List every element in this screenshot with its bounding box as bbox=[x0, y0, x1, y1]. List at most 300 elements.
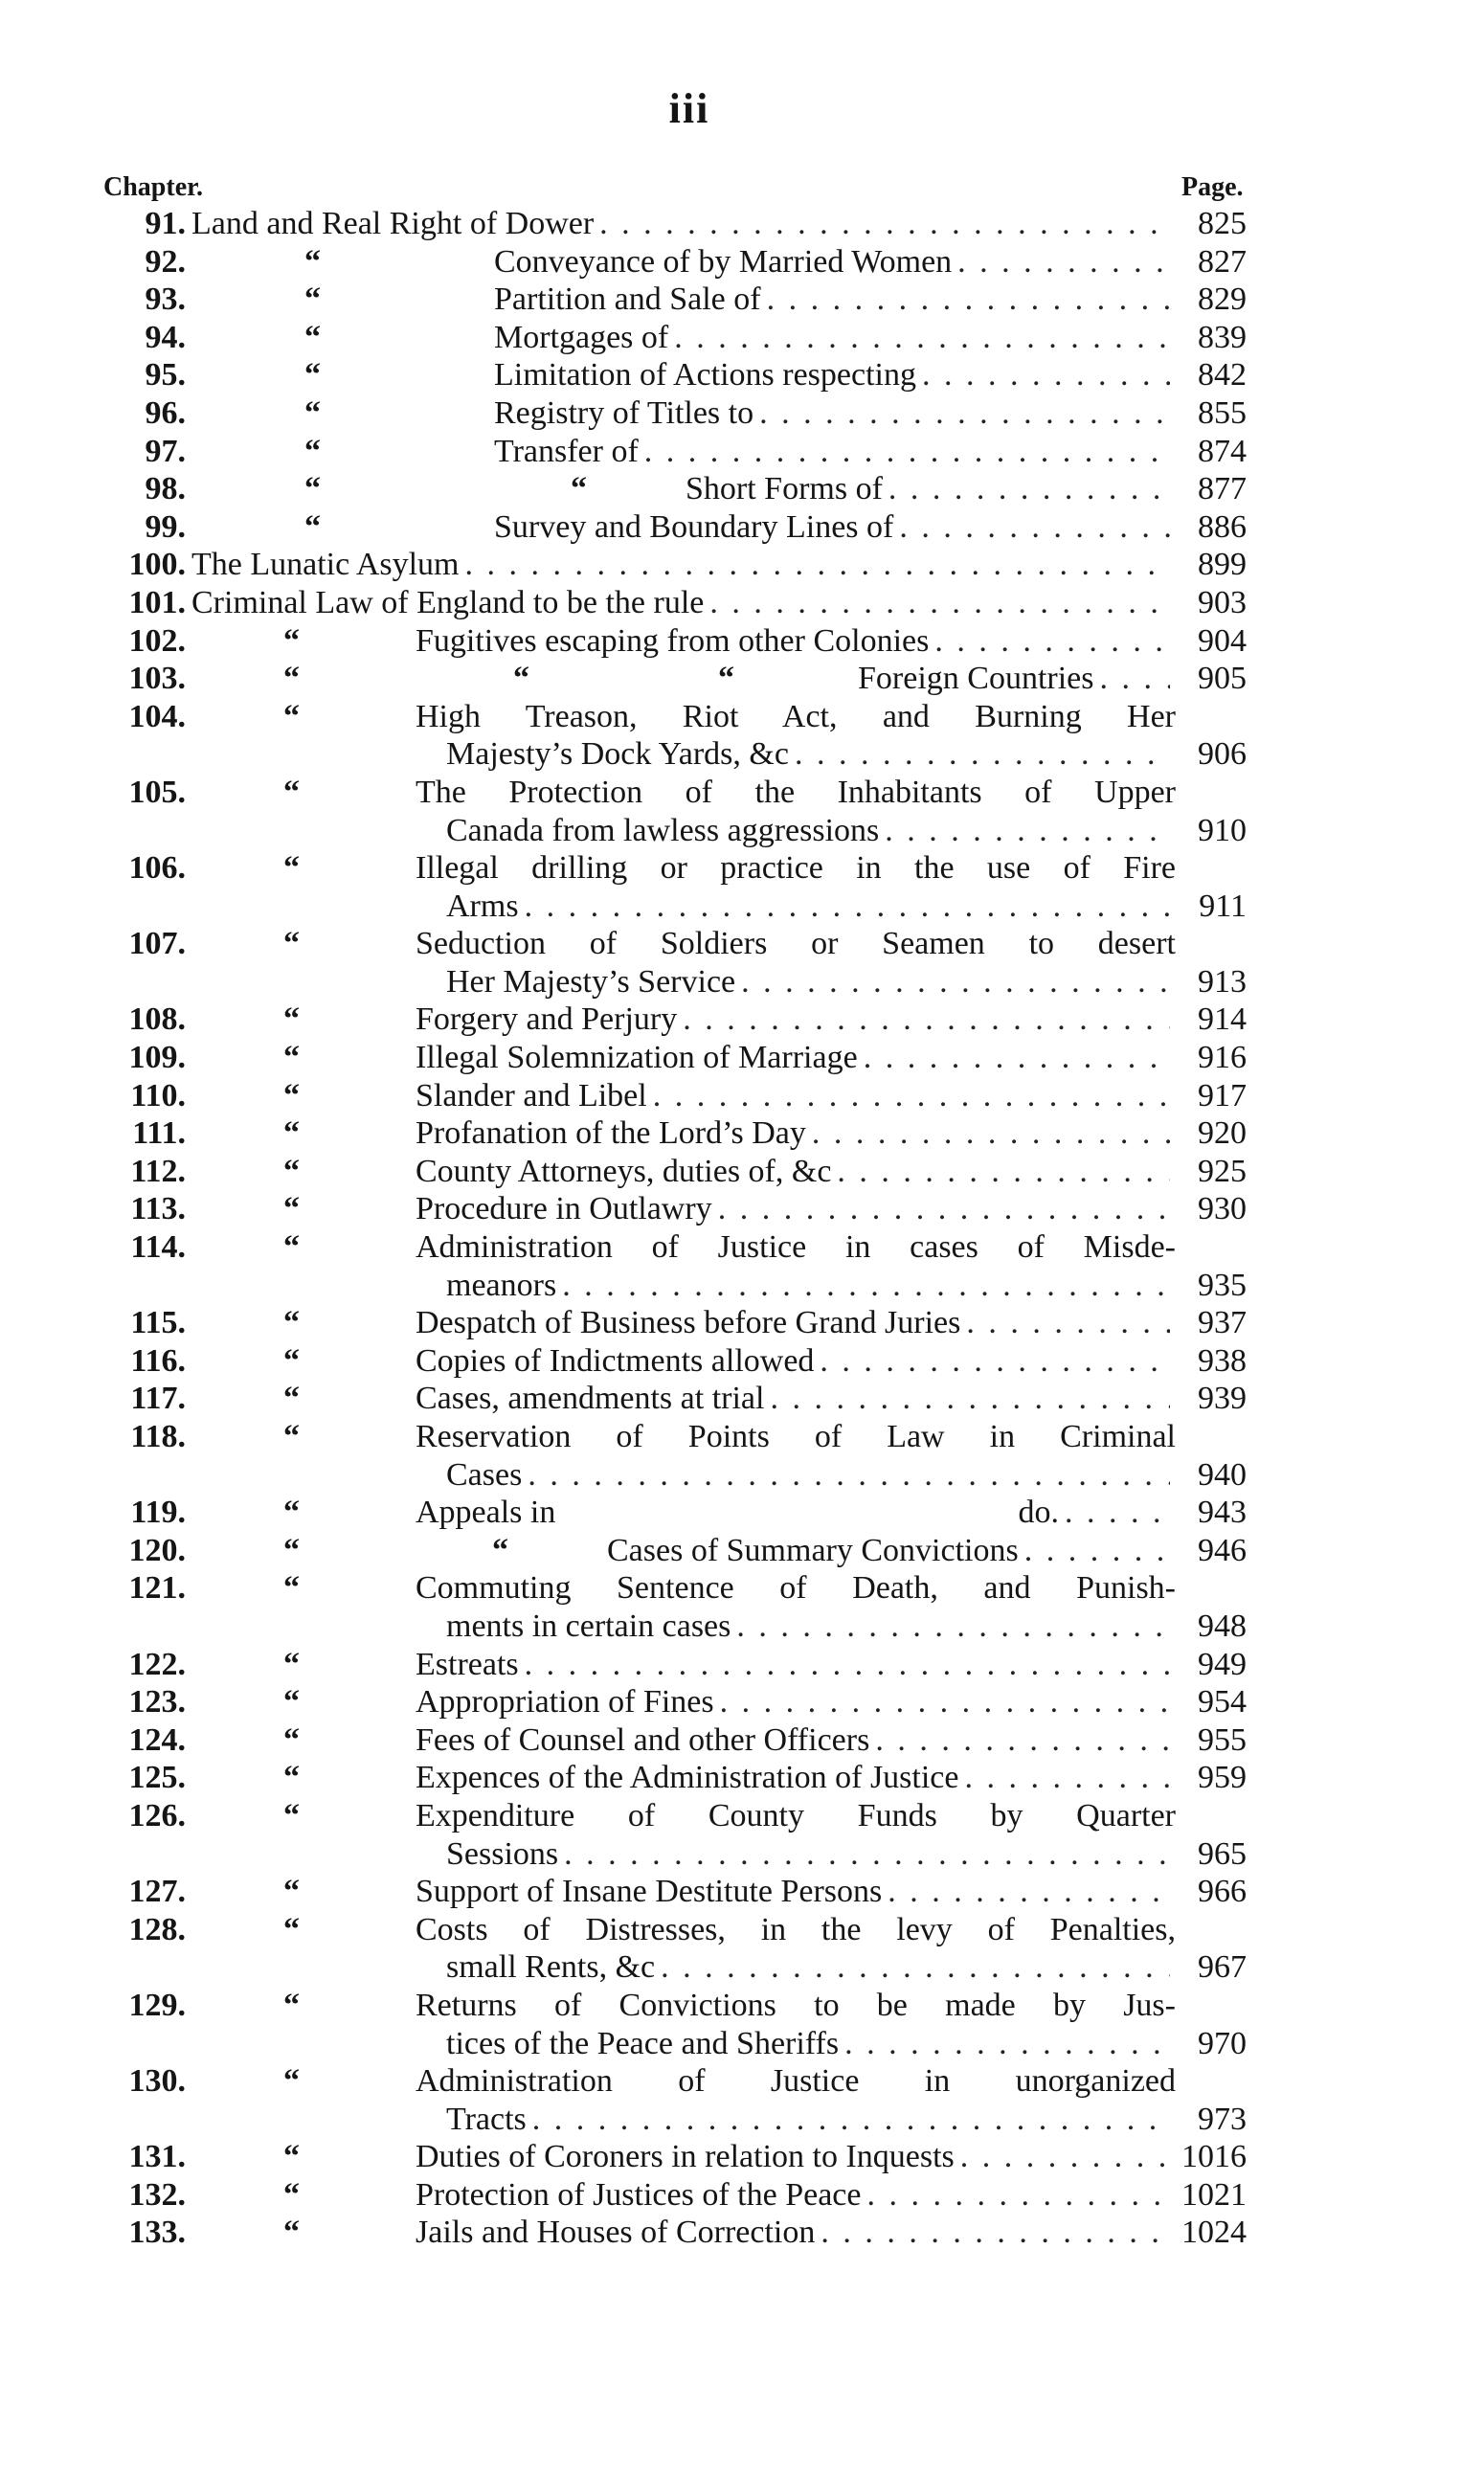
dot-leader bbox=[1024, 1532, 1170, 1570]
entry-title-line bbox=[494, 508, 1176, 547]
chapter-number: 97. bbox=[145, 433, 186, 469]
chapter-number: 126. bbox=[128, 1797, 186, 1833]
entry-title-text: Profanation of the Lord’s Day bbox=[416, 1115, 806, 1152]
dot-leader bbox=[653, 1077, 1170, 1115]
entry-title-line bbox=[191, 546, 1176, 584]
ditto-mark: “ bbox=[304, 281, 321, 318]
toc-entry bbox=[0, 1304, 1484, 1342]
page-number: 940 bbox=[1198, 1456, 1247, 1493]
chapter-number: 107. bbox=[128, 926, 186, 962]
entry-title-text: Foreign Countries bbox=[858, 661, 1094, 697]
ditto-mark: “ bbox=[283, 850, 300, 887]
page-number: 906 bbox=[1198, 736, 1247, 773]
dot-leader bbox=[661, 1948, 1170, 1987]
page-number: 943 bbox=[1198, 1495, 1247, 1531]
dot-leader bbox=[957, 243, 1170, 281]
page-column-header: Page. bbox=[1181, 172, 1244, 202]
entry-title-text: Fees of Counsel and other Officers bbox=[416, 1721, 870, 1758]
toc-entry bbox=[0, 1797, 1484, 1873]
chapter-number: 119. bbox=[130, 1495, 186, 1531]
toc-entry bbox=[0, 2138, 1484, 2176]
ditto-mark: “ bbox=[283, 1115, 300, 1152]
entry-title-text: Conveyance of by Married Women bbox=[494, 243, 953, 280]
chapter-number: 115. bbox=[130, 1305, 186, 1341]
page-number: 949 bbox=[1198, 1646, 1247, 1682]
dot-leader bbox=[934, 622, 1170, 661]
chapter-number: 106. bbox=[128, 850, 186, 887]
entry-title-line bbox=[494, 281, 1176, 319]
entry-title-line bbox=[494, 243, 1176, 281]
toc-entry bbox=[0, 281, 1484, 319]
entry-title-text: Land and Real Right of Dower bbox=[191, 206, 595, 241]
page-number: 955 bbox=[1198, 1721, 1247, 1758]
page-number: 825 bbox=[1198, 206, 1247, 241]
toc-entry bbox=[0, 1569, 1484, 1645]
dot-leader bbox=[821, 2214, 1170, 2252]
entry-title-text: Transfer of bbox=[494, 433, 639, 469]
chapter-number: 124. bbox=[128, 1721, 186, 1758]
chapter-number: 117. bbox=[130, 1381, 186, 1417]
entry-title-line bbox=[494, 433, 1176, 471]
chapter-number: 130. bbox=[128, 2063, 186, 2100]
entry-title-text: Her Majesty’s Service bbox=[446, 963, 736, 1000]
entry-title-text: Sessions bbox=[446, 1835, 559, 1872]
entry-title-text: Limitation of Actions respecting bbox=[494, 357, 916, 394]
entry-title-line-1: The Protection of the Inhabitants of Upper bbox=[416, 774, 1176, 810]
page-number: 855 bbox=[1198, 394, 1247, 431]
toc-entry bbox=[0, 1873, 1484, 1911]
dot-leader bbox=[525, 1646, 1170, 1684]
entry-title-line-2 bbox=[446, 735, 1176, 774]
entry-title-line-2 bbox=[446, 1835, 1176, 1874]
toc-entry bbox=[0, 849, 1484, 925]
entry-title-line bbox=[191, 584, 1176, 622]
ditto-mark: “ bbox=[283, 1797, 300, 1833]
toc-entry bbox=[0, 1228, 1484, 1304]
ditto-mark: “ bbox=[571, 471, 587, 507]
chapter-number: 121. bbox=[128, 1570, 186, 1607]
toc-entry bbox=[0, 1418, 1484, 1494]
dot-leader bbox=[885, 812, 1170, 850]
ditto-mark: “ bbox=[283, 1305, 300, 1341]
chapter-number: 125. bbox=[128, 1760, 186, 1796]
dot-leader bbox=[888, 470, 1170, 508]
chapter-number: 122. bbox=[128, 1646, 186, 1682]
toc-entry bbox=[0, 1380, 1484, 1418]
toc-entry bbox=[0, 433, 1484, 471]
entry-title-line bbox=[686, 470, 1176, 508]
ditto-mark: “ bbox=[304, 243, 321, 280]
entry-title-text: Majesty’s Dock Yards, &c bbox=[446, 736, 789, 773]
ditto-mark: “ bbox=[283, 2176, 300, 2213]
dot-leader bbox=[564, 1835, 1170, 1874]
dot-leader bbox=[599, 205, 1170, 243]
entry-title-line bbox=[494, 356, 1176, 394]
ditto-mark: “ bbox=[283, 2139, 300, 2175]
page-number: 917 bbox=[1198, 1077, 1247, 1113]
table-of-contents bbox=[0, 205, 1484, 2252]
page-number: 954 bbox=[1198, 1684, 1247, 1721]
dot-leader bbox=[770, 1380, 1170, 1418]
entry-title-text: Forgery and Perjury bbox=[416, 1001, 678, 1038]
chapter-number: 133. bbox=[128, 2215, 186, 2251]
ditto-mark: “ bbox=[283, 926, 300, 962]
page-folio: iii bbox=[668, 85, 710, 132]
chapter-number: 98. bbox=[145, 471, 186, 507]
entry-title-line bbox=[494, 319, 1176, 357]
ditto-mark: “ bbox=[718, 661, 734, 697]
entry-title-line bbox=[858, 660, 1176, 698]
entry-title-line bbox=[416, 1873, 1176, 1911]
chapter-number: 103. bbox=[128, 661, 186, 697]
chapter-number: 128. bbox=[128, 1911, 186, 1947]
entry-title-line-2 bbox=[446, 1948, 1176, 1987]
entry-title-text: County Attorneys, duties of, &c bbox=[416, 1153, 832, 1189]
ditto-mark: “ bbox=[283, 1077, 300, 1113]
page-number: 967 bbox=[1198, 1949, 1247, 1986]
ditto-mark: “ bbox=[283, 1760, 300, 1796]
entry-title-line bbox=[416, 1342, 1176, 1381]
chapter-number: 93. bbox=[145, 281, 186, 318]
toc-entry bbox=[0, 1039, 1484, 1077]
ditto-mark: “ bbox=[283, 661, 300, 697]
entry-title-line bbox=[416, 2176, 1176, 2215]
dot-leader bbox=[1065, 1494, 1170, 1532]
ditto-mark: “ bbox=[304, 471, 321, 507]
entry-title-line bbox=[416, 1646, 1176, 1684]
entry-title-text: Survey and Boundary Lines of bbox=[494, 508, 894, 545]
entry-title-line bbox=[607, 1532, 1176, 1570]
dot-leader bbox=[795, 735, 1170, 774]
toc-entry bbox=[0, 2176, 1484, 2215]
entry-title-line bbox=[416, 1494, 1176, 1532]
entry-title-line bbox=[416, 2214, 1176, 2252]
ditto-mark: “ bbox=[304, 433, 321, 469]
toc-entry bbox=[0, 1721, 1484, 1760]
entry-title-text: Illegal Solemnization of Marriage bbox=[416, 1040, 858, 1076]
dot-leader bbox=[709, 584, 1170, 622]
page-number: 948 bbox=[1198, 1608, 1247, 1644]
dot-leader bbox=[644, 433, 1170, 471]
entry-title-line-2 bbox=[446, 2101, 1176, 2139]
entry-title-line bbox=[416, 622, 1176, 661]
entry-title-text: Appeals in bbox=[416, 1495, 556, 1531]
page-number: 877 bbox=[1198, 471, 1247, 507]
page-number: 935 bbox=[1198, 1267, 1247, 1303]
ditto-mark: “ bbox=[283, 2215, 300, 2251]
toc-entry bbox=[0, 1646, 1484, 1684]
toc-entry bbox=[0, 1532, 1484, 1570]
chapter-number: 127. bbox=[128, 1874, 186, 1910]
chapter-number: 95. bbox=[145, 357, 186, 394]
ditto-mark: “ bbox=[513, 661, 529, 697]
ditto-mark: “ bbox=[283, 1001, 300, 1038]
page-number: 899 bbox=[1198, 547, 1247, 583]
chapter-number: 102. bbox=[128, 622, 186, 659]
entry-title-line bbox=[416, 1759, 1176, 1797]
entry-title-text: Cases, amendments at trial bbox=[416, 1381, 765, 1417]
page-number: 874 bbox=[1198, 433, 1247, 469]
page-number: 904 bbox=[1198, 622, 1247, 659]
entry-title-text: small Rents, &c bbox=[446, 1949, 656, 1986]
entry-title-text: Duties of Coroners in relation to Inquests bbox=[416, 2139, 955, 2175]
dot-leader bbox=[525, 888, 1170, 926]
page-number: 1024 bbox=[1181, 2215, 1247, 2251]
chapter-number: 113. bbox=[130, 1191, 186, 1227]
page-number: 916 bbox=[1198, 1040, 1247, 1076]
entry-title-line-2 bbox=[446, 1608, 1176, 1646]
entry-title-line-2 bbox=[446, 812, 1176, 850]
dot-leader bbox=[812, 1114, 1170, 1153]
ditto-mark: “ bbox=[283, 622, 300, 659]
entry-title-text: The Lunatic Asylum bbox=[191, 547, 460, 583]
chapter-number: 99. bbox=[145, 508, 186, 545]
dot-leader bbox=[844, 2025, 1170, 2063]
entry-title-line-1: Expenditure of County Funds by Quarter bbox=[416, 1797, 1176, 1833]
entry-title-line bbox=[494, 394, 1176, 433]
entry-title-text: Expences of the Administration of Justice bbox=[416, 1760, 959, 1796]
chapter-number: 108. bbox=[128, 1001, 186, 1038]
entry-title-line bbox=[191, 205, 1176, 243]
dot-leader bbox=[899, 508, 1170, 547]
entry-title-line bbox=[416, 1153, 1176, 1191]
toc-entry bbox=[0, 1001, 1484, 1039]
ditto-mark: “ bbox=[283, 1419, 300, 1454]
page-number: 938 bbox=[1198, 1342, 1247, 1379]
dot-leader bbox=[866, 2176, 1170, 2215]
toc-entry bbox=[0, 508, 1484, 547]
ditto-mark: “ bbox=[283, 1040, 300, 1076]
toc-entry bbox=[0, 925, 1484, 1001]
ditto-mark: “ bbox=[283, 698, 300, 734]
ditto-mark: “ bbox=[283, 1911, 300, 1947]
chapter-number: 109. bbox=[128, 1040, 186, 1076]
chapter-number: 92. bbox=[145, 243, 186, 280]
dot-leader bbox=[820, 1342, 1170, 1381]
entry-title-line-1: Returns of Convictions to be made by Jus- bbox=[416, 1987, 1176, 2023]
dot-leader bbox=[767, 281, 1170, 319]
entry-title-text: Arms bbox=[446, 888, 519, 924]
ditto-mark: “ bbox=[283, 1229, 300, 1266]
entry-title-text: meanors bbox=[446, 1267, 557, 1303]
chapter-number: 132. bbox=[128, 2176, 186, 2213]
dot-leader bbox=[837, 1153, 1170, 1191]
dot-leader bbox=[736, 1608, 1170, 1646]
ditto-mark: “ bbox=[283, 1684, 300, 1721]
ditto-mark: “ bbox=[304, 357, 321, 394]
entry-title-text: Jails and Houses of Correction bbox=[416, 2215, 816, 2251]
toc-entry bbox=[0, 1077, 1484, 1115]
dot-leader bbox=[741, 963, 1170, 1001]
chapter-number: 94. bbox=[145, 319, 186, 355]
entry-title-text: Canada from lawless aggressions bbox=[446, 812, 880, 848]
entry-title-line-1: Reservation of Points of Law in Criminal bbox=[416, 1419, 1176, 1454]
ditto-mark: “ bbox=[283, 1153, 300, 1189]
toc-entry bbox=[0, 470, 1484, 508]
ditto-mark: “ bbox=[492, 1532, 508, 1568]
entry-title-line bbox=[416, 1039, 1176, 1077]
ditto-mark: “ bbox=[304, 319, 321, 355]
dot-leader bbox=[528, 1456, 1170, 1495]
entry-title-line-1: Administration of Justice in cases of Misde- bbox=[416, 1229, 1176, 1266]
toc-entry bbox=[0, 2214, 1484, 2252]
toc-entry bbox=[0, 660, 1484, 698]
entry-title-line-2 bbox=[446, 1267, 1176, 1305]
page-number: 973 bbox=[1198, 2101, 1247, 2137]
page-number: 827 bbox=[1198, 243, 1247, 280]
dot-leader bbox=[562, 1267, 1170, 1305]
toc-entry bbox=[0, 319, 1484, 357]
page-number: 903 bbox=[1198, 584, 1247, 620]
entry-title-text: Criminal Law of England to be the rule bbox=[191, 584, 705, 620]
dot-leader bbox=[888, 1873, 1170, 1911]
chapter-number: 118. bbox=[130, 1419, 186, 1454]
chapter-number: 112. bbox=[130, 1153, 186, 1189]
toc-entry bbox=[0, 584, 1484, 622]
chapter-number: 129. bbox=[128, 1987, 186, 2023]
toc-entry bbox=[0, 1911, 1484, 1987]
page-number: 970 bbox=[1198, 2025, 1247, 2061]
page-number: 886 bbox=[1198, 508, 1247, 545]
toc-entry bbox=[0, 2062, 1484, 2138]
entry-title-line-1: Administration of Justice in unorganized bbox=[416, 2063, 1176, 2100]
entry-title-text: Estreats bbox=[416, 1646, 519, 1682]
toc-entry bbox=[0, 394, 1484, 433]
entry-title-text: Appropriation of Fines bbox=[416, 1684, 714, 1721]
ditto-mark: “ bbox=[283, 1570, 300, 1607]
entry-title-line-1: Commuting Sentence of Death, and Punish- bbox=[416, 1570, 1176, 1607]
page-number: 842 bbox=[1198, 357, 1247, 394]
page-number: 939 bbox=[1198, 1381, 1247, 1417]
ditto-mark: “ bbox=[283, 774, 300, 810]
ditto-mark: “ bbox=[283, 1495, 300, 1531]
entry-title-line bbox=[416, 1683, 1176, 1721]
entry-title-line-2 bbox=[446, 888, 1176, 926]
entry-title-line-1: Costs of Distresses, in the levy of Penalties, bbox=[416, 1911, 1176, 1947]
dot-leader bbox=[465, 546, 1170, 584]
toc-entry bbox=[0, 356, 1484, 394]
entry-title-text: Cases bbox=[446, 1456, 523, 1493]
ditto-do: do. bbox=[1018, 1495, 1059, 1531]
entry-title-text: Copies of Indictments allowed bbox=[416, 1342, 815, 1379]
toc-entry bbox=[0, 1153, 1484, 1191]
page-number: 905 bbox=[1198, 661, 1247, 697]
entry-title-text: Registry of Titles to bbox=[494, 394, 754, 431]
dot-leader bbox=[759, 394, 1170, 433]
entry-title-text: Fugitives escaping from other Colonies bbox=[416, 622, 930, 659]
toc-entry bbox=[0, 205, 1484, 243]
entry-title-text: Short Forms of bbox=[686, 471, 883, 507]
entry-title-line-2 bbox=[446, 963, 1176, 1001]
page-number: 913 bbox=[1198, 963, 1247, 1000]
entry-title-line bbox=[416, 2138, 1176, 2176]
entry-title-text: Support of Insane Destitute Persons bbox=[416, 1874, 883, 1910]
chapter-column-header: Chapter. bbox=[103, 172, 203, 202]
entry-title-line bbox=[416, 1380, 1176, 1418]
entry-title-text: Mortgages of bbox=[494, 319, 669, 355]
toc-entry bbox=[0, 1114, 1484, 1153]
ditto-mark: “ bbox=[283, 1532, 300, 1568]
entry-title-line-1: High Treason, Riot Act, and Burning Her bbox=[416, 698, 1176, 734]
page-number: 959 bbox=[1198, 1760, 1247, 1796]
entry-title-line-1: Seduction of Soldiers or Seamen to desert bbox=[416, 926, 1176, 962]
entry-title-line-2 bbox=[446, 2025, 1176, 2063]
entry-title-line bbox=[416, 1114, 1176, 1153]
entry-title-line-2 bbox=[446, 1456, 1176, 1495]
chapter-number: 104. bbox=[128, 698, 186, 734]
chapter-number: 105. bbox=[128, 774, 186, 810]
ditto-mark: “ bbox=[283, 1381, 300, 1417]
chapter-number: 101. bbox=[128, 584, 186, 620]
page-number: 966 bbox=[1198, 1874, 1247, 1910]
toc-entry bbox=[0, 622, 1484, 661]
page-number: 925 bbox=[1198, 1153, 1247, 1189]
dot-leader bbox=[960, 2138, 1170, 2176]
entry-title-text: Partition and Sale of bbox=[494, 281, 761, 318]
chapter-number: 116. bbox=[130, 1342, 186, 1379]
dot-leader bbox=[864, 1039, 1170, 1077]
chapter-number: 123. bbox=[128, 1684, 186, 1721]
ditto-mark: “ bbox=[283, 2063, 300, 2100]
dot-leader bbox=[532, 2101, 1170, 2139]
page-number: 1016 bbox=[1181, 2139, 1247, 2175]
toc-entry bbox=[0, 1683, 1484, 1721]
entry-title-text: Procedure in Outlawry bbox=[416, 1191, 712, 1227]
entry-title-line bbox=[416, 1077, 1176, 1115]
toc-entry bbox=[0, 1987, 1484, 2062]
dot-leader bbox=[875, 1721, 1170, 1760]
page-number: 930 bbox=[1198, 1191, 1247, 1227]
chapter-number: 114. bbox=[130, 1229, 186, 1266]
page-number: 965 bbox=[1198, 1835, 1247, 1872]
dot-leader bbox=[674, 319, 1170, 357]
entry-title-text: Slander and Libel bbox=[416, 1077, 647, 1113]
entry-title-text: tices of the Peace and Sheriffs bbox=[446, 2025, 840, 2061]
entry-title-line-1: Illegal drilling or practice in the use of Fire bbox=[416, 850, 1176, 887]
page-number: 937 bbox=[1198, 1305, 1247, 1341]
entry-title-line bbox=[416, 1721, 1176, 1760]
dot-leader bbox=[922, 356, 1170, 394]
page-number: 839 bbox=[1198, 319, 1247, 355]
toc-entry bbox=[0, 546, 1484, 584]
dot-leader bbox=[683, 1001, 1170, 1039]
entry-title-line bbox=[416, 1190, 1176, 1228]
chapter-number: 131. bbox=[128, 2139, 186, 2175]
page-number: 914 bbox=[1198, 1001, 1247, 1038]
ditto-mark: “ bbox=[304, 508, 321, 545]
page-number: 946 bbox=[1198, 1532, 1247, 1568]
toc-entry bbox=[0, 1342, 1484, 1381]
page-number: 829 bbox=[1198, 281, 1247, 318]
dot-leader bbox=[718, 1190, 1170, 1228]
chapter-number: 91. bbox=[145, 206, 186, 241]
ditto-mark: “ bbox=[304, 394, 321, 431]
entry-title-text: Despatch of Business before Grand Juries bbox=[416, 1305, 961, 1341]
chapter-number: 100. bbox=[128, 547, 186, 583]
ditto-mark: “ bbox=[283, 1721, 300, 1758]
entry-title-line bbox=[416, 1304, 1176, 1342]
entry-title-line bbox=[416, 1001, 1176, 1039]
dot-leader bbox=[1099, 660, 1170, 698]
page-number: 1021 bbox=[1181, 2176, 1247, 2213]
toc-entry bbox=[0, 243, 1484, 281]
chapter-number: 111. bbox=[132, 1115, 186, 1152]
chapter-number: 110. bbox=[130, 1077, 186, 1113]
toc-entry bbox=[0, 698, 1484, 774]
toc-entry bbox=[0, 1190, 1484, 1228]
toc-entry bbox=[0, 774, 1484, 849]
entry-title-text: Tracts bbox=[446, 2101, 527, 2137]
